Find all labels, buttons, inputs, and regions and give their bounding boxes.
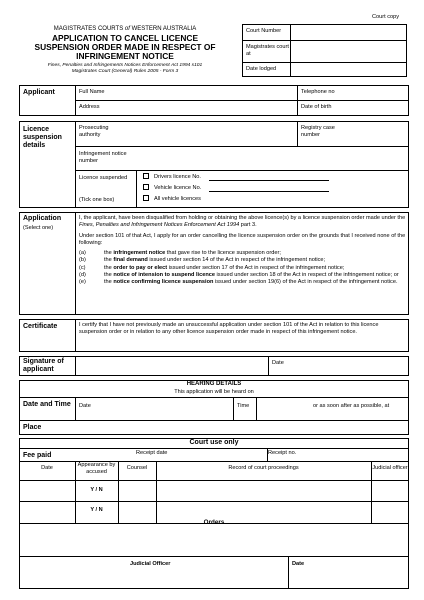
date-lodged-field[interactable] (291, 63, 406, 77)
signature-field[interactable] (76, 357, 268, 376)
form-title-line2: SUSPENSION ORDER MADE IN RESPECT OF (34, 42, 216, 52)
hearing-title: HEARING DETAILS (186, 381, 242, 387)
orders-heading: Orders (203, 519, 225, 526)
telephone-label: Telephone no (301, 89, 335, 95)
copy-label: Court copy (372, 14, 400, 20)
ground-item-b[interactable]: (b) the final demand issued under section 14 of the Act in respect of the infringement notice; (79, 257, 326, 264)
infringement-notice-number-label: Infringement notice number (79, 151, 127, 164)
hearing-time-label: Time (237, 403, 250, 409)
dob-field[interactable] (345, 101, 408, 116)
orders-field[interactable] (20, 532, 408, 555)
telephone-field[interactable] (345, 86, 408, 100)
fee-paid-field[interactable] (76, 449, 136, 461)
receipt-date-field[interactable] (175, 449, 267, 461)
full-name-field[interactable] (76, 86, 297, 100)
dob-label: Date of birth (301, 104, 332, 110)
court-name: MAGISTRATES COURTS (53, 26, 124, 32)
receipt-no-label: Receipt no. (268, 450, 297, 456)
signature-date-field[interactable] (290, 357, 408, 376)
applicant-heading: Applicant (23, 89, 55, 96)
vehicle-licence-label: Vehicle licence No. (154, 185, 202, 191)
date-lodged-label: Date lodged (246, 66, 277, 72)
magistrates-court-at-label: Magistrates court at (246, 44, 289, 57)
registry-case-number-label: Registry case number (301, 125, 335, 138)
date-and-time-heading: Date and Time (23, 401, 71, 408)
all-vehicle-licences-label: All vehicle licences (154, 196, 201, 202)
form-title-line3: INFRINGEMENT NOTICE (76, 50, 174, 61)
court-number-field[interactable] (291, 25, 406, 40)
hearing-date-label: Date (79, 403, 91, 409)
row1-yn[interactable]: Y / N (90, 487, 103, 493)
application-body (79, 215, 407, 286)
or-as-soon-label: or as soon after as possible, at (313, 403, 390, 409)
form-header (22, 26, 228, 74)
select-one-label: (Select one) (23, 225, 54, 231)
court-of: of (124, 26, 130, 32)
hearing-subtitle: This application will be heard on (174, 389, 254, 395)
judicial-officer-label: Judicial Officer (130, 561, 171, 567)
drivers-licence-line[interactable] (209, 180, 329, 181)
address-label: Address (79, 104, 100, 110)
all-vehicle-licences-checkbox[interactable] (143, 195, 149, 201)
place-heading: Place (23, 424, 42, 431)
signature-heading: Signature of applicant (23, 358, 64, 373)
grounds-list (79, 250, 407, 286)
place-field[interactable] (76, 421, 408, 435)
court-use-title: Court use only (189, 439, 239, 446)
ground-item-a[interactable]: (a) the infringement notice that gave rise to the licence suspension order; (79, 250, 281, 257)
receipt-no-field[interactable] (300, 449, 408, 461)
col-judicial-header: Judicial officer (372, 465, 408, 471)
licence-heading: Licence suspension details (23, 126, 62, 150)
ground-item-d[interactable]: (d) the notice of intension to suspend licence issued under section 18 of the Act in respect of the infringement notice; or (79, 271, 399, 278)
application-under: Under section 101 of that Act, I apply for an order cancelling the licence suspension order on the grounds that I received none of the following: (79, 232, 406, 246)
application-intro: I, the applicant, have been disqualified from holding or obtaining the above licence(s) by a licence suspension order made under the Fines, Penalties and Infringement Notices Enforcement Act 1994 part 3. (79, 215, 406, 229)
ground-item-c[interactable]: (c) the order to pay or elect issued under section 17 of the Act in respect of the infringement notice; (79, 264, 345, 271)
orders-date-field[interactable] (289, 557, 408, 588)
col-record-header: Record of court proceedings (228, 465, 299, 471)
certificate-text: I certify that I have not previously made an unsuccessful application under section 101 of the Act in relation to this licence suspension order or in relation to any other licence suspension order made in respect of this infringement notice. (79, 322, 379, 336)
licence-suspended-label: Licence suspended (79, 175, 128, 181)
magistrates-court-at-field[interactable] (291, 41, 406, 62)
court-number-label: Court Number (246, 28, 282, 34)
registry-case-number-field[interactable] (352, 122, 408, 146)
ground-item-e[interactable]: (e) the notice confirming licence suspension issued under section 19(6) of the Act in respect of the infringement notice. (79, 279, 398, 286)
judicial-officer-field[interactable] (20, 557, 288, 588)
tick-one-box-label: (Tick one box) (79, 197, 115, 203)
signature-date-label: Date (272, 360, 284, 366)
vehicle-licence-line[interactable] (209, 191, 329, 192)
vehicle-licence-checkbox[interactable] (143, 184, 149, 190)
infringement-notice-number-field[interactable] (136, 147, 408, 170)
fee-paid-heading: Fee paid (23, 452, 52, 459)
act-reference: Fines, Penalties and Infringements Notices Enforcement Act 1994 s101 (47, 62, 203, 68)
col-counsel-header: Counsel (126, 465, 148, 471)
hearing-time-field[interactable] (257, 398, 312, 420)
rules-reference: Magistrates Court (General) Rules 2005 - Form 3 (71, 68, 179, 74)
application-heading: Application (23, 215, 62, 222)
drivers-licence-checkbox[interactable] (143, 173, 149, 179)
court-state: WESTERN AUSTRALIA (131, 26, 197, 32)
hearing-date-field[interactable] (95, 398, 233, 420)
col-date-header: Date (41, 465, 53, 471)
full-name-label: Full Name (79, 89, 105, 95)
prosecuting-authority-label: Prosecuting authority (79, 125, 109, 138)
orders-date-label: Date (292, 561, 305, 567)
drivers-licence-label: Drivers licence No. (154, 174, 201, 180)
receipt-date-label: Receipt date (136, 450, 168, 456)
form-title-line1: APPLICATION TO CANCEL LICENCE (51, 33, 199, 44)
col-appearance-header: Appearance by accused (77, 462, 116, 475)
row2-yn[interactable]: Y / N (90, 507, 103, 513)
prosecuting-authority-field[interactable] (136, 122, 297, 146)
address-field[interactable] (76, 101, 297, 116)
certificate-heading: Certificate (23, 323, 58, 330)
